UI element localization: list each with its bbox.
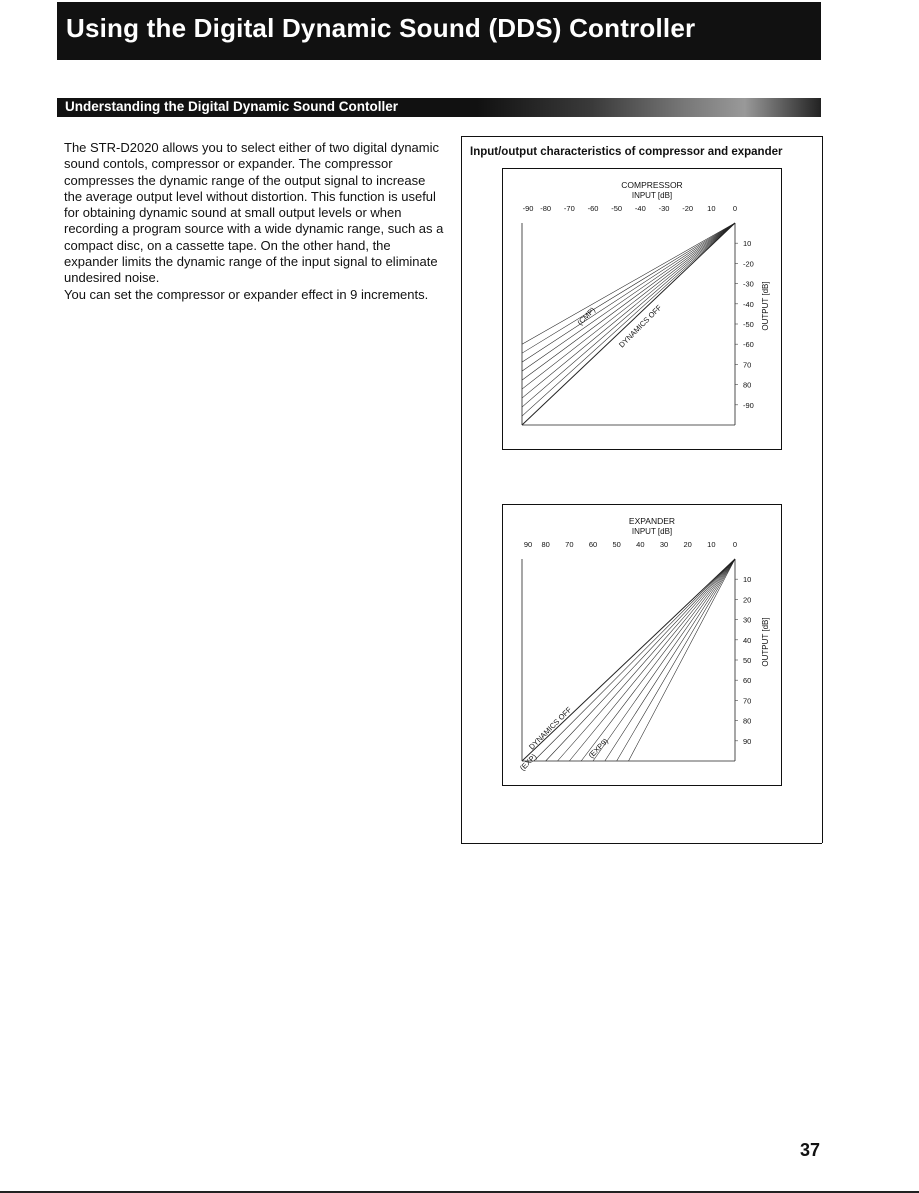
compressor-series-line — [522, 223, 735, 416]
expander-series-line — [605, 559, 735, 761]
compressor-chart — [502, 168, 782, 450]
expander-y-tick-label: 60 — [743, 676, 752, 686]
page-title: Using the Digital Dynamic Sound (DDS) Controller — [66, 13, 696, 43]
compressor-x-tick-label: -50 — [611, 204, 623, 213]
expander-y-tick-label: 30 — [743, 615, 752, 625]
figure-caption: Input/output characteristics of compressor and expander — [470, 146, 783, 158]
expander-xlabel: INPUT [dB] — [631, 527, 673, 536]
body-text — [64, 140, 444, 303]
compressor-y-tick-label: 70 — [743, 360, 752, 370]
compressor-series-line — [522, 223, 735, 371]
compressor-series-line — [522, 223, 735, 398]
expander-y-tick-label: 70 — [743, 696, 752, 706]
compressor-x-tick-label: 10 — [707, 204, 716, 213]
compressor-y-tick-label: -30 — [743, 279, 754, 289]
expander-x-tick-label: 70 — [565, 540, 574, 549]
expander-series-line — [569, 559, 735, 761]
compressor-x-tick-label: -20 — [682, 204, 694, 213]
compressor-annotation: (CMP) — [575, 305, 598, 328]
expander-series-line — [546, 559, 735, 761]
compressor-x-tick-label: -60 — [587, 204, 599, 213]
expander-x-tick-label: 0 — [732, 540, 738, 549]
expander-annotation: (EXP) — [517, 751, 539, 773]
expander-ylabel: OUTPUT [dB] — [761, 617, 770, 667]
compressor-series-line — [522, 223, 735, 425]
compressor-annotation: DYNAMICS OFF — [617, 303, 664, 350]
expander-series-line — [593, 559, 735, 761]
compressor-series-line — [522, 223, 735, 344]
body-paragraph-2: You can set the compressor or expander effect in 9 increments. — [64, 286, 429, 302]
expander-x-tick-label: 50 — [612, 540, 621, 549]
expander-series-line — [629, 559, 736, 761]
expander-x-tick-label: 60 — [588, 540, 598, 549]
compressor-y-tick-label: -50 — [743, 320, 754, 329]
compressor-title: COMPRESSOR — [621, 180, 683, 190]
expander-x-tick-label: 90 — [523, 540, 533, 549]
compressor-y-tick-label: -40 — [743, 299, 754, 309]
compressor-x-tick-label: -90 — [522, 204, 534, 213]
expander-x-tick-label: 20 — [683, 540, 692, 549]
expander-series-line — [558, 559, 736, 761]
expander-annotation: DYNAMICS OFF — [527, 705, 574, 752]
expander-x-tick-label: 10 — [707, 540, 716, 549]
expander-y-tick-label: 90 — [743, 736, 752, 746]
page-number: 37 — [800, 1140, 821, 1160]
expander-x-tick-label: 40 — [636, 540, 645, 549]
compressor-x-tick-label: 0 — [732, 204, 738, 213]
compressor-x-tick-label: -30 — [658, 204, 670, 213]
expander-y-tick-label: 20 — [743, 595, 752, 605]
expander-annotation: (EXP9) — [586, 736, 610, 760]
compressor-series-line — [522, 223, 735, 407]
compressor-xlabel: INPUT [dB] — [631, 191, 673, 200]
compressor-series-line — [522, 223, 735, 389]
compressor-y-tick-label: 80 — [743, 380, 752, 390]
compressor-x-tick-label: -70 — [563, 204, 575, 213]
expander-chart — [502, 504, 782, 786]
compressor-y-tick-label: 10 — [743, 239, 752, 249]
compressor-ylabel: OUTPUT [dB] — [761, 281, 770, 331]
expander-y-tick-label: 50 — [743, 656, 752, 665]
expander-x-tick-label: 30 — [659, 540, 669, 549]
compressor-series-line — [522, 223, 735, 380]
compressor-x-tick-label: -40 — [634, 204, 646, 213]
expander-series-line — [581, 559, 735, 761]
section-heading: Understanding the Digital Dynamic Sound Contoller — [65, 99, 399, 114]
compressor-y-tick-label: -90 — [743, 400, 754, 410]
compressor-y-tick-label: -60 — [743, 340, 754, 350]
expander-x-tick-label: 80 — [541, 540, 550, 549]
expander-y-tick-label: 10 — [743, 575, 752, 585]
compressor-x-tick-label: -80 — [540, 204, 552, 213]
body-paragraph-1: The STR-D2020 allows you to select either of two digital dynamic sound contols, compressor or expander. The compressor compresses the dynamic range of the output signal to increase the average output level without distortion. This function is useful for obtaining dynamic sound at small output levels or when recording a program source with a wide dynamic range, such as a compact disc, on a cassette tape. On the other hand, the expander limits the dynamic range of the input signal to eliminate undesired noise. — [64, 140, 444, 286]
expander-title: EXPANDER — [628, 516, 676, 526]
expander-y-tick-label: 40 — [743, 635, 752, 645]
compressor-y-tick-label: -20 — [743, 259, 754, 269]
expander-y-tick-label: 80 — [743, 716, 752, 726]
